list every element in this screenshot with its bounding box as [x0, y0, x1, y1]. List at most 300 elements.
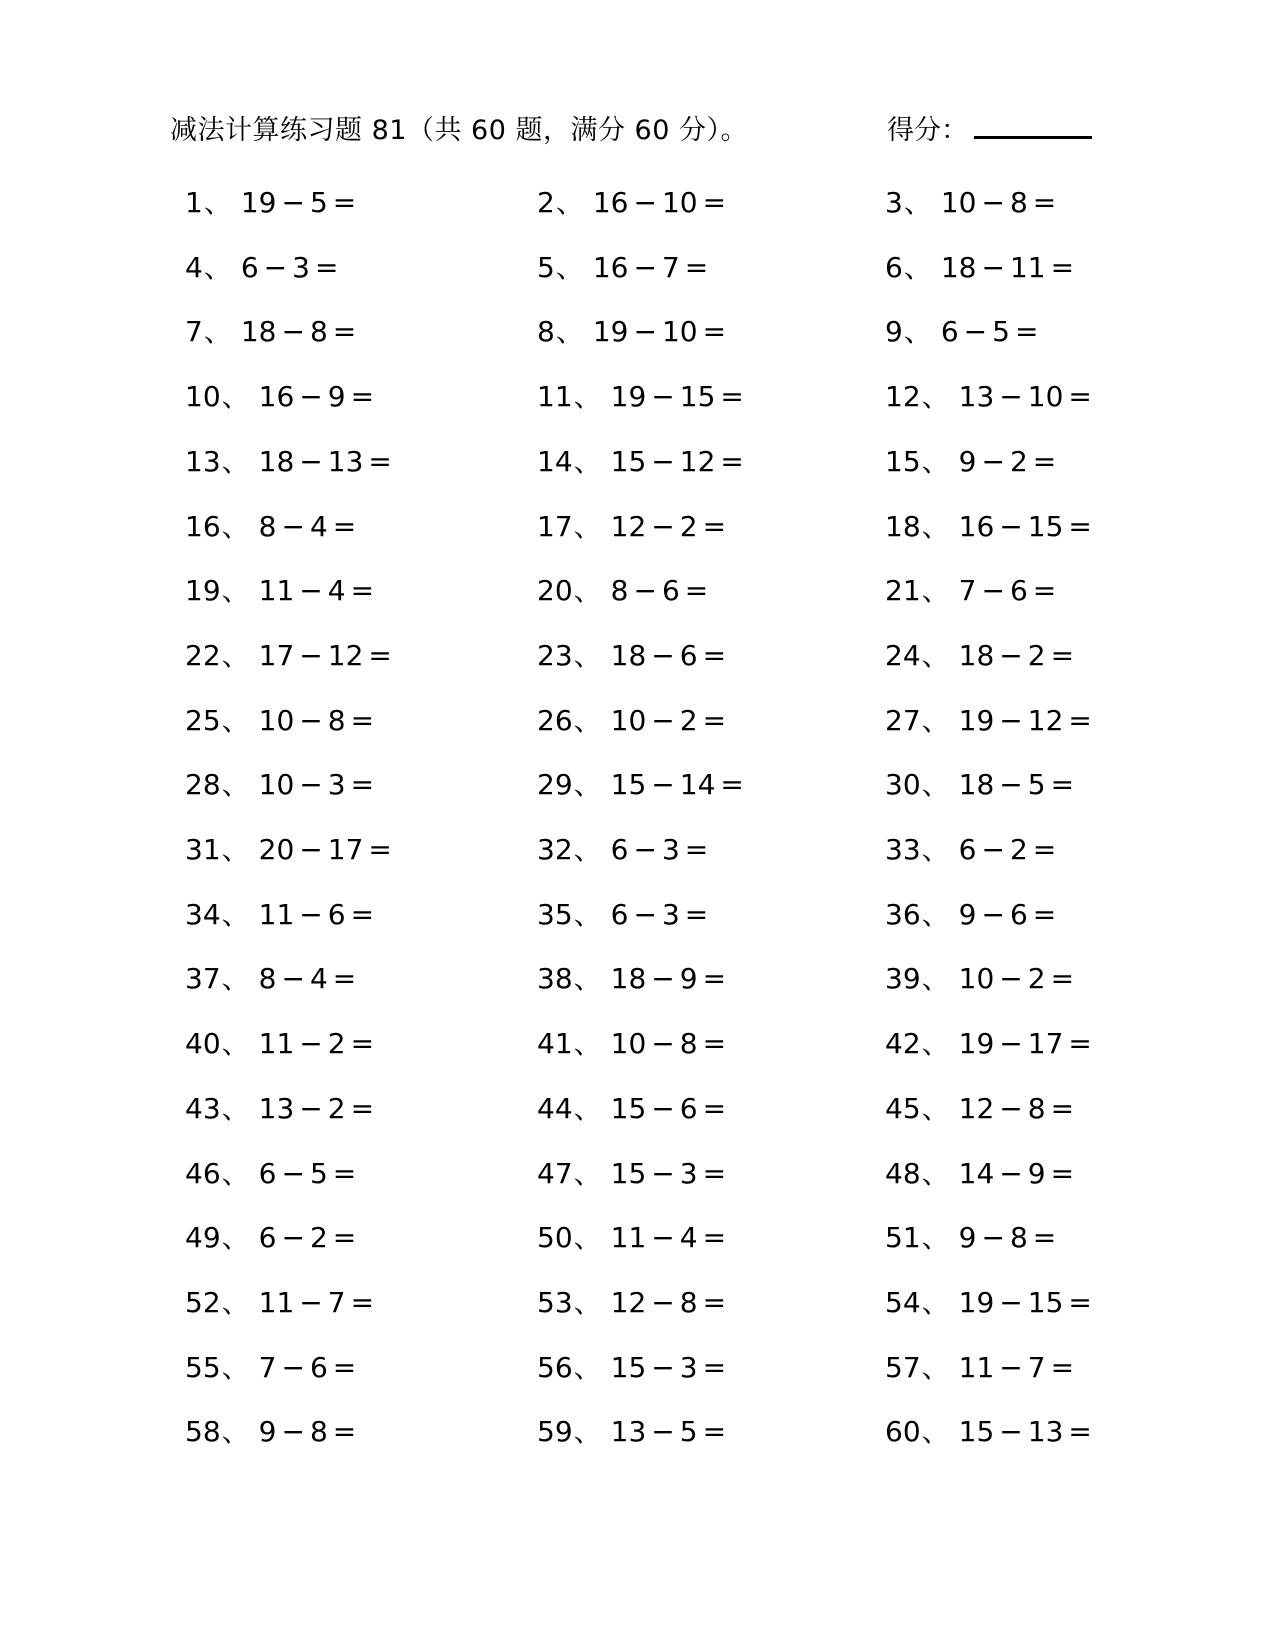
minus-sign: − — [651, 962, 675, 995]
subtrahend: 3 — [679, 1351, 698, 1384]
ideographic-comma: 、 — [221, 1157, 250, 1190]
ideographic-comma: 、 — [221, 1027, 250, 1060]
minuend: 15 — [610, 768, 647, 801]
subtrahend: 2 — [309, 1221, 328, 1254]
minuend: 11 — [258, 1286, 295, 1319]
minus-sign: − — [299, 898, 323, 931]
minus-sign: − — [999, 510, 1023, 543]
problem-29 — [537, 768, 744, 801]
ideographic-comma: 、 — [221, 445, 250, 478]
equals-sign: = — [1050, 251, 1075, 284]
minus-sign: − — [281, 186, 305, 219]
minus-sign: − — [651, 639, 675, 672]
problem-33 — [885, 833, 1057, 866]
problem-number: 31 — [185, 833, 221, 866]
problem-35 — [537, 898, 709, 931]
equals-sign: = — [1068, 704, 1092, 737]
ideographic-comma: 、 — [221, 510, 250, 543]
minus-sign: − — [651, 1286, 675, 1319]
equals-sign: = — [720, 768, 744, 801]
minuend: 9 — [258, 1415, 277, 1448]
problem-5 — [537, 251, 709, 284]
equals-sign: = — [350, 898, 375, 931]
problem-55 — [185, 1351, 357, 1384]
minus-sign: − — [999, 1286, 1023, 1319]
ideographic-comma: 、 — [921, 639, 950, 672]
minus-sign: − — [651, 380, 675, 413]
subtrahend: 15 — [1027, 1286, 1064, 1319]
equals-sign: = — [368, 445, 392, 478]
ideographic-comma: 、 — [221, 1092, 250, 1125]
ideographic-comma: 、 — [903, 186, 932, 219]
problem-11 — [537, 380, 744, 413]
minus-sign: − — [999, 1157, 1023, 1190]
problem-7 — [185, 315, 357, 348]
subtrahend: 6 — [1009, 898, 1028, 931]
subtrahend: 4 — [309, 510, 328, 543]
problem-number: 52 — [185, 1286, 221, 1319]
subtrahend: 6 — [309, 1351, 328, 1384]
problem-number: 7 — [185, 315, 203, 348]
ideographic-comma: 、 — [903, 251, 932, 284]
minuend: 15 — [610, 1157, 647, 1190]
problem-46 — [185, 1157, 357, 1190]
problem-number: 49 — [185, 1221, 221, 1254]
ideographic-comma: 、 — [921, 1092, 950, 1125]
equals-sign: = — [350, 574, 375, 607]
minus-sign: − — [263, 251, 288, 284]
problem-37 — [185, 962, 357, 995]
problem-number: 25 — [185, 704, 221, 737]
subtrahend: 7 — [327, 1286, 346, 1319]
problem-number: 23 — [537, 639, 573, 672]
score-label: 得分： — [887, 115, 968, 146]
ideographic-comma: 、 — [573, 1157, 602, 1190]
minuend: 10 — [258, 704, 295, 737]
equals-sign: = — [702, 186, 727, 219]
problem-47 — [537, 1157, 727, 1190]
problem-51 — [885, 1221, 1057, 1254]
ideographic-comma: 、 — [921, 380, 950, 413]
minuend: 18 — [258, 445, 295, 478]
minus-sign: − — [299, 380, 323, 413]
minus-sign: − — [651, 1092, 675, 1125]
minuend: 13 — [958, 380, 995, 413]
problem-number: 20 — [537, 574, 573, 607]
problem-12 — [885, 380, 1092, 413]
page-title: 减法计算练习题 81（共 60 题，满分 60 分）。 — [170, 115, 748, 146]
ideographic-comma: 、 — [573, 445, 602, 478]
ideographic-comma: 、 — [221, 1286, 250, 1319]
minuend: 15 — [610, 1092, 647, 1125]
minus-sign: − — [281, 1351, 305, 1384]
subtrahend: 12 — [327, 639, 364, 672]
minuend: 16 — [592, 251, 629, 284]
problem-27 — [885, 704, 1092, 737]
problem-number: 36 — [885, 898, 921, 931]
ideographic-comma: 、 — [203, 251, 232, 284]
problem-number: 41 — [537, 1027, 573, 1060]
equals-sign: = — [702, 1157, 727, 1190]
minus-sign: − — [981, 251, 1005, 284]
minuend: 18 — [958, 768, 995, 801]
problem-number: 58 — [185, 1415, 221, 1448]
problem-28 — [185, 768, 375, 801]
subtrahend: 17 — [1027, 1027, 1064, 1060]
ideographic-comma: 、 — [903, 315, 932, 348]
minus-sign: − — [299, 833, 323, 866]
ideographic-comma: 、 — [921, 768, 950, 801]
ideographic-comma: 、 — [921, 898, 950, 931]
equals-sign: = — [332, 1157, 357, 1190]
problem-number: 30 — [885, 768, 921, 801]
minus-sign: − — [651, 1415, 675, 1448]
equals-sign: = — [702, 639, 727, 672]
equals-sign: = — [720, 380, 744, 413]
problem-number: 53 — [537, 1286, 573, 1319]
problem-57 — [885, 1351, 1075, 1384]
problem-49 — [185, 1221, 357, 1254]
problem-number: 3 — [885, 186, 903, 219]
subtrahend: 7 — [1027, 1351, 1046, 1384]
minuend: 6 — [258, 1157, 277, 1190]
subtrahend: 6 — [1009, 574, 1028, 607]
ideographic-comma: 、 — [921, 1415, 950, 1448]
minus-sign: − — [633, 574, 657, 607]
minus-sign: − — [999, 1415, 1023, 1448]
minus-sign: − — [999, 1351, 1023, 1384]
minuend: 19 — [958, 1286, 995, 1319]
problem-17 — [537, 510, 727, 543]
problem-18 — [885, 510, 1092, 543]
subtrahend: 3 — [661, 833, 680, 866]
ideographic-comma: 、 — [573, 768, 602, 801]
minus-sign: − — [651, 1221, 675, 1254]
subtrahend: 9 — [327, 380, 346, 413]
minuend: 19 — [958, 1027, 995, 1060]
subtrahend: 3 — [292, 251, 310, 284]
equals-sign: = — [368, 639, 392, 672]
ideographic-comma: 、 — [921, 1351, 950, 1384]
minuend: 8 — [610, 574, 629, 607]
equals-sign: = — [350, 1027, 375, 1060]
minuend: 13 — [258, 1092, 295, 1125]
minuend: 10 — [610, 1027, 647, 1060]
subtrahend: 10 — [1027, 380, 1064, 413]
subtrahend: 2 — [1027, 639, 1046, 672]
subtrahend: 8 — [1009, 186, 1028, 219]
subtrahend: 10 — [661, 186, 698, 219]
minuend: 12 — [610, 510, 647, 543]
subtrahend: 15 — [679, 380, 716, 413]
subtrahend: 11 — [1009, 251, 1046, 284]
ideographic-comma: 、 — [921, 1221, 950, 1254]
problem-number: 40 — [185, 1027, 221, 1060]
problem-43 — [185, 1092, 375, 1125]
minus-sign: − — [981, 445, 1005, 478]
minus-sign: − — [999, 639, 1023, 672]
problem-45 — [885, 1092, 1075, 1125]
problem-2 — [537, 186, 727, 219]
equals-sign: = — [1068, 1286, 1092, 1319]
ideographic-comma: 、 — [921, 1157, 950, 1190]
equals-sign: = — [684, 574, 709, 607]
equals-sign: = — [1032, 445, 1057, 478]
equals-sign: = — [702, 1092, 727, 1125]
subtrahend: 8 — [327, 704, 346, 737]
minuend: 10 — [258, 768, 295, 801]
problem-number: 47 — [537, 1157, 573, 1190]
minus-sign: − — [981, 898, 1005, 931]
minus-sign: − — [281, 1157, 305, 1190]
equals-sign: = — [720, 445, 744, 478]
ideographic-comma: 、 — [573, 833, 602, 866]
problem-1 — [185, 186, 357, 219]
minus-sign: − — [633, 186, 657, 219]
subtrahend: 5 — [992, 315, 1010, 348]
minus-sign: − — [981, 1221, 1005, 1254]
minus-sign: − — [633, 251, 657, 284]
equals-sign: = — [702, 962, 727, 995]
problem-number: 34 — [185, 898, 221, 931]
subtrahend: 8 — [679, 1027, 698, 1060]
problem-15 — [885, 445, 1057, 478]
minus-sign: − — [299, 639, 323, 672]
subtrahend: 15 — [1027, 510, 1064, 543]
minus-sign: − — [299, 445, 323, 478]
minus-sign: − — [281, 315, 305, 348]
minus-sign: − — [999, 1027, 1023, 1060]
ideographic-comma: 、 — [921, 833, 950, 866]
problem-22 — [185, 639, 392, 672]
minuend: 7 — [958, 574, 977, 607]
subtrahend: 5 — [679, 1415, 698, 1448]
minuend: 12 — [958, 1092, 995, 1125]
problem-number: 2 — [537, 186, 555, 219]
problem-number: 46 — [185, 1157, 221, 1190]
ideographic-comma: 、 — [573, 704, 602, 737]
minus-sign: − — [281, 510, 305, 543]
equals-sign: = — [1032, 898, 1057, 931]
subtrahend: 6 — [327, 898, 346, 931]
problem-52 — [185, 1286, 375, 1319]
minuend: 6 — [610, 833, 629, 866]
ideographic-comma: 、 — [573, 1415, 602, 1448]
problem-number: 15 — [885, 445, 921, 478]
minus-sign: − — [999, 962, 1023, 995]
problem-number: 56 — [537, 1351, 573, 1384]
minuend: 18 — [240, 315, 277, 348]
problem-42 — [885, 1027, 1092, 1060]
problem-59 — [537, 1415, 727, 1448]
minuend: 13 — [610, 1415, 647, 1448]
minuend: 15 — [958, 1415, 995, 1448]
ideographic-comma: 、 — [573, 574, 602, 607]
equals-sign: = — [1032, 1221, 1057, 1254]
problem-34 — [185, 898, 375, 931]
equals-sign: = — [1068, 510, 1092, 543]
problem-number: 12 — [885, 380, 921, 413]
problem-8 — [537, 315, 727, 348]
problem-30 — [885, 768, 1075, 801]
ideographic-comma: 、 — [573, 1092, 602, 1125]
minus-sign: − — [999, 380, 1023, 413]
minus-sign: − — [281, 962, 305, 995]
problem-number: 9 — [885, 315, 903, 348]
ideographic-comma: 、 — [221, 898, 250, 931]
subtrahend: 9 — [1027, 1157, 1046, 1190]
equals-sign: = — [702, 1221, 727, 1254]
problem-50 — [537, 1221, 727, 1254]
subtrahend: 6 — [661, 574, 680, 607]
minuend: 11 — [610, 1221, 647, 1254]
ideographic-comma: 、 — [573, 898, 602, 931]
ideographic-comma: 、 — [221, 833, 250, 866]
problem-41 — [537, 1027, 727, 1060]
minus-sign: − — [281, 1415, 305, 1448]
problem-44 — [537, 1092, 727, 1125]
equals-sign: = — [1068, 380, 1092, 413]
ideographic-comma: 、 — [203, 186, 232, 219]
ideographic-comma: 、 — [555, 251, 584, 284]
equals-sign: = — [1050, 1092, 1075, 1125]
problem-40 — [185, 1027, 375, 1060]
problem-number: 43 — [185, 1092, 221, 1125]
problem-19 — [185, 574, 375, 607]
equals-sign: = — [1050, 768, 1075, 801]
minus-sign: − — [299, 574, 323, 607]
subtrahend: 2 — [679, 704, 698, 737]
problem-number: 35 — [537, 898, 573, 931]
minuend: 8 — [258, 962, 277, 995]
problem-number: 55 — [185, 1351, 221, 1384]
minuend: 10 — [940, 186, 977, 219]
problem-number: 60 — [885, 1415, 921, 1448]
equals-sign: = — [684, 251, 709, 284]
problem-number: 51 — [885, 1221, 921, 1254]
problem-58 — [185, 1415, 357, 1448]
subtrahend: 12 — [1027, 704, 1064, 737]
minus-sign: − — [999, 1092, 1023, 1125]
ideographic-comma: 、 — [573, 1027, 602, 1060]
subtrahend: 2 — [1009, 445, 1028, 478]
equals-sign: = — [1068, 1415, 1092, 1448]
minus-sign: − — [633, 315, 657, 348]
equals-sign: = — [1050, 962, 1075, 995]
problem-3 — [885, 186, 1057, 219]
problem-31 — [185, 833, 392, 866]
minuend: 15 — [610, 1351, 647, 1384]
minuend: 19 — [240, 186, 277, 219]
equals-sign: = — [702, 315, 727, 348]
ideographic-comma: 、 — [573, 1286, 602, 1319]
problem-54 — [885, 1286, 1092, 1319]
subtrahend: 7 — [661, 251, 680, 284]
minus-sign: − — [299, 1092, 323, 1125]
minuend: 16 — [592, 186, 629, 219]
problem-number: 44 — [537, 1092, 573, 1125]
equals-sign: = — [332, 1351, 357, 1384]
problem-number: 17 — [537, 510, 573, 543]
equals-sign: = — [702, 704, 727, 737]
subtrahend: 4 — [309, 962, 328, 995]
problem-number: 37 — [185, 962, 221, 995]
minus-sign: − — [981, 574, 1005, 607]
equals-sign: = — [350, 704, 375, 737]
minus-sign: − — [651, 510, 675, 543]
ideographic-comma: 、 — [921, 704, 950, 737]
problem-4 — [185, 251, 339, 284]
equals-sign: = — [702, 1415, 727, 1448]
subtrahend: 6 — [679, 639, 698, 672]
problem-14 — [537, 445, 744, 478]
minuend: 14 — [958, 1157, 995, 1190]
minus-sign: − — [999, 768, 1023, 801]
equals-sign: = — [332, 962, 357, 995]
problem-6 — [885, 251, 1075, 284]
problem-60 — [885, 1415, 1092, 1448]
minuend: 9 — [958, 898, 977, 931]
problem-number: 13 — [185, 445, 221, 478]
subtrahend: 5 — [1027, 768, 1046, 801]
ideographic-comma: 、 — [221, 574, 250, 607]
problem-number: 57 — [885, 1351, 921, 1384]
subtrahend: 9 — [679, 962, 698, 995]
minus-sign: − — [999, 704, 1023, 737]
minuend: 11 — [258, 574, 295, 607]
problem-number: 26 — [537, 704, 573, 737]
equals-sign: = — [1032, 574, 1057, 607]
minuend: 6 — [240, 251, 259, 284]
minuend: 7 — [258, 1351, 277, 1384]
minuend: 18 — [940, 251, 977, 284]
equals-sign: = — [684, 833, 709, 866]
subtrahend: 12 — [679, 445, 716, 478]
problem-number: 42 — [885, 1027, 921, 1060]
problem-38 — [537, 962, 727, 995]
equals-sign: = — [1014, 315, 1039, 348]
equals-sign: = — [684, 898, 709, 931]
equals-sign: = — [702, 1027, 727, 1060]
subtrahend: 2 — [1009, 833, 1028, 866]
problem-number: 29 — [537, 768, 573, 801]
subtrahend: 3 — [327, 768, 346, 801]
equals-sign: = — [1068, 1027, 1092, 1060]
problem-21 — [885, 574, 1057, 607]
problem-number: 5 — [537, 251, 555, 284]
subtrahend: 8 — [679, 1286, 698, 1319]
equals-sign: = — [1050, 1351, 1075, 1384]
minus-sign: − — [651, 1157, 675, 1190]
minus-sign: − — [963, 315, 988, 348]
ideographic-comma: 、 — [221, 768, 250, 801]
ideographic-comma: 、 — [921, 445, 950, 478]
minus-sign: − — [651, 445, 675, 478]
minuend: 17 — [258, 639, 295, 672]
minuend: 8 — [258, 510, 277, 543]
ideographic-comma: 、 — [921, 1027, 950, 1060]
ideographic-comma: 、 — [221, 1351, 250, 1384]
subtrahend: 8 — [1027, 1092, 1046, 1125]
ideographic-comma: 、 — [221, 962, 250, 995]
minuend: 16 — [258, 380, 295, 413]
equals-sign: = — [1050, 639, 1075, 672]
problem-20 — [537, 574, 709, 607]
minuend: 6 — [610, 898, 629, 931]
minuend: 18 — [958, 639, 995, 672]
ideographic-comma: 、 — [573, 962, 602, 995]
equals-sign: = — [332, 1415, 357, 1448]
